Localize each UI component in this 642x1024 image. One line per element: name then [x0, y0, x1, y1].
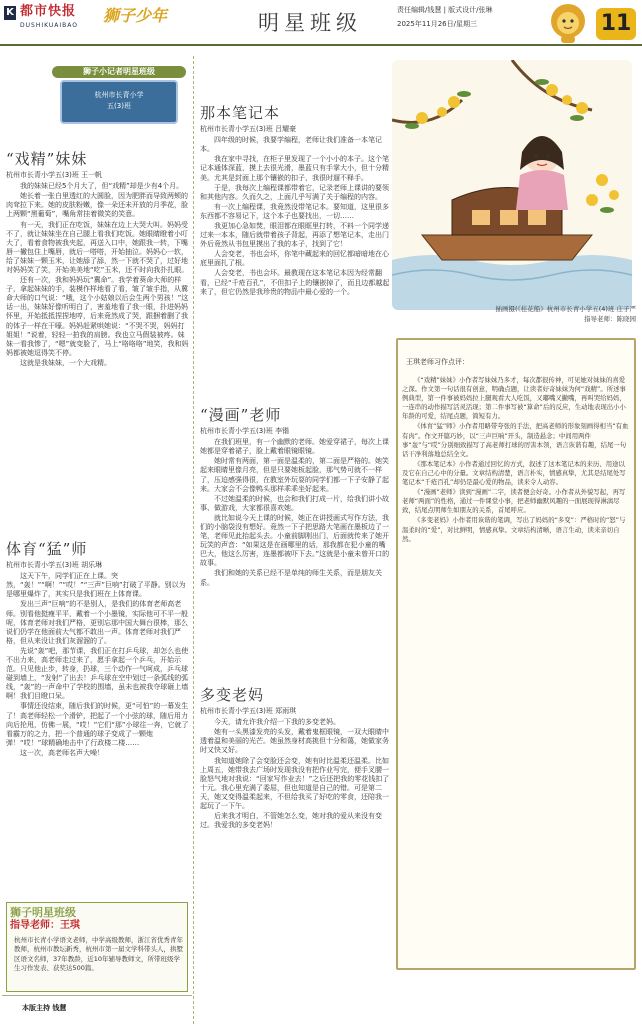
review-paragraph: 《多变老妈》小作者用诙谐的笔调，写出了妈妈的“多变”：严格时的“怒”与温柔时的“爱”，对比鲜明，情感真挚。文章结构清晰，语言生动，读来亲切自然。 — [402, 516, 626, 543]
article-byline: 杭州市长青小学五(3)班 胡乐琳 — [6, 561, 103, 570]
article-paragraph: 还有一次，我和妈妈玩“冀命”。我学着葵命大师的样子，拿起妹妹的手，装模作样地看了看，皱了皱手指，从冀命大师的口气说：“哦，这个小姑娘以后会生两个男孩！”这话一出，妹妹好像听明白了，害羞地看了我一眼，扑进妈妈怀里，开始抵抵捏捏地哼，后来竟然成了哭，跟捆着删了我的体子一样在干嚎。妈妈赶紧哄她说：“不哭不哭，妈妈打姐姐！”说着，轻轻一拍我的肩膀。我也立马假装被疼。妹妹一看我惨了，“嗯”就变脸了，马上“咯咯咯”地笑，我和妈妈都被她逗得笑不停。 — [6, 276, 189, 357]
issue-date: 2025年11月26日/星期三 — [397, 20, 477, 28]
lion-mascot-icon — [548, 2, 588, 44]
article-paragraph: 不过她温柔的时候，也会和我们打成一片，给我们讲小故事、做游戏，大家都很喜欢她。 — [200, 494, 389, 512]
article-paragraph: 就比如说今天上课的时候，她正在讲授画式写作方法，我们的小脑袋没有想好。竟然一下子把思路大笔画在墨板边了一笔，老师见此抬起头去。小童前脚刚出门，后面就传来了她开玩笑的声音：“如果这是在画哪里的话，那我都在犯小童的嘴巴大，他这么厉害，连墨都被吓下去。”这就是小童未曾开口的故事。 — [200, 513, 390, 568]
article-paragraph: 这天下午，同学们正在上课。突然，“轰！”“啊！”“哎！”“三声”巨响”打破了平静。别以为是哪里爆炸了，其实只是我们班在上体育课。 — [6, 572, 186, 599]
tutor-name: 指导老师：王琪 — [10, 920, 80, 931]
article-paragraph: 于是，我每次上编程课都带着它，记录老师上课讲的要领和其他内容。久而久之，上面几乎写满了关于编程的内容。 — [200, 183, 389, 201]
page-number: 11 — [596, 8, 636, 40]
article-paragraph: 先说“轰”吧，那节课，我们正在打乒乓球，却怎么也使不出力来，高老师走过来了，愿手拿起一个乒乓，开始示范。只见他止步，转身，扔球，三个动作一气呵成，乒乓球碰到墙上，“发射”了出去！乒乓球在空中划过一条弧线的弧线，“轰”的一声命中了学校的围墙，虽未也被我夺球砸上墙啊！我们目瞪口呆。 — [6, 646, 189, 701]
newspaper-brand-english: DUSHIKUAIBAO — [20, 22, 78, 29]
page-title: 明星班级 — [258, 11, 362, 35]
column-slogan: 狮子少年 — [103, 6, 168, 25]
article-paragraph: 我知道她除了会变脸还会变，她有时比温柔还温柔。比如上周五，她带我去广场时发现我没有把作业写完，便手叉腰一脸怒气地对我说：“回家写作业去！”之后还把我的零花钱扣了十元。我心里充满了委屈，但也知道是自己的错。可是第二天，她又变得温柔起来，不但给我买了好吃的零食，还陪我一起玩了一下午。 — [200, 756, 390, 810]
student-illustration — [392, 60, 632, 310]
article-manhua-laoshi — [200, 406, 390, 588]
article-paragraph: 人会变老，书也会坏，你笔中藏起来的回忆都暗暗地在心底里面扎了根。 — [200, 250, 389, 268]
editor-tag: 本版主持 钱慧 — [22, 1004, 67, 1012]
article-title: 那本笔记本 — [200, 104, 281, 122]
newspaper-logo-icon: K — [4, 6, 16, 20]
article-paragraph: 发出三声“巨响”的不是别人，是我们的体育老师高老师。别看他挺瘦平平，戴着一个小墨镜，实际他可不平一般呢，体育老师对我们严格，更别忘那中国大舞台很棒，那么说们仍学在他面前大气都不敢出一声。体育老师对我们严格，但从来没让我们灰溜溜的了。 — [6, 600, 188, 645]
review-paragraph: 《“漫画”老师》读到“漫画”二字，读者便会好奇。小作者从外貌写起，再写老师“两面”的性格，通过一件课堂小事，把老师幽默风趣的一面展现得淋漓尽致，结尾点明师生如朋友的关系，首尾呼应。 — [402, 488, 626, 515]
article-paragraph: 这一次，高老师名声大噪！ — [20, 748, 104, 757]
article-paragraph: 我更加心急如焚，眼泪都在眼眶里打转，不料一个同学递过来一本本，随后就带着孩子背起，再添了想笔记本，走出门外后竟然从书包里摸出了我的本子，找到了它！ — [200, 221, 389, 249]
school-badge — [60, 80, 178, 124]
article-paragraph: 有一次上编程课，我竟然没带笔记本。要知道，这里很多东西都不容易记下，这个本子也要找出，一切…… — [200, 202, 389, 220]
article-paragraph: 她有一头黑漆发亮的头发，戴着鬼框眼镜，一双大眼睛中透着温和美丽的光芒。她虽然身材高挑但十分和蔼，她做家务时又快又好。 — [200, 728, 389, 755]
tutor-bio: 杭州市长青小学语文老师，中学高级教师，浙江省优秀青年教师，杭州市教坛新秀，杭州市第一届文学科带头人，拱墅区语文名师，37年教龄，近10年辅导教师文，所带班级学生习作发表、获奖达500篇。 — [14, 936, 183, 973]
review-title: 王琪老师习作点评： — [406, 358, 469, 366]
article-paragraph: 后来我才明白，不管她怎么变，她对我的爱从来没有变过。我爱我的多变老妈！ — [200, 812, 382, 830]
illustration-caption — [420, 305, 636, 325]
article-paragraph: 我们和她的关系已经不是单纯的师生关系，而是朋友关系。 — [200, 569, 382, 587]
article-byline: 杭州市长青小学五(3)班 郑雨琪 — [200, 707, 297, 716]
article-na-ben-bijiben — [200, 104, 390, 297]
article-paragraph: 她时常有两面，第一面是温柔的，第二面是严格的。她笑起来眼睛里像月亮，但是只要她板起脸，那气势可就不一样了，压迫感强得很，在教室外玩耍的同学们都一下子安静了起来。大家会不会像鸭头那样乖乖坐好起来。 — [200, 457, 389, 493]
article-paragraph: 有一天，我们正在吃饭，妹妹在边上大哭大叫。妈妈受不了，就让妹妹坐在自己腿上看我们吃饭。她眼睛瞪着小叮大了，看着食物被我夹起，再送入口中，她跟我一转，下嘴唇一撇包住上嘴唇，就后一嗒嗒，开始抽泣。妈妈心一软，给了妹妹一颗玉米，让她舔了舔，然一下就不哭了，过好地对妈妈笑了笑，开始美美地“吃”玉米，还不时向我扑扎眼。 — [6, 220, 189, 274]
article-xijing-meimei — [6, 150, 190, 368]
masthead — [0, 0, 642, 46]
newspaper-brand: 都市快报 — [20, 4, 77, 19]
article-paragraph: 事情还没结束，随后我们的时候，更“可怕”的一幕发生了！高老师轻松一个滑铲，把起了一个小弦的球，随后用力向后抡甩，仿佛一展，“哎！”它们“那”小球往一奔，它就了看霸万的之力，把一个普通的球子变成了一颗炮弹！“哎！”球精确地击中了行政楼二楼…… — [6, 702, 189, 747]
article-paragraph: 我在家中寻找，在柜子里发现了一个小小的本子。这个笔记本通体深蓝，摸上去很光滑，墨蓝只有手掌大小，但十分精美。尤其是封面上那个镶嵌的扣子，我很时遛不释手。 — [200, 155, 389, 182]
article-paragraph: 在我们班里，有一个幽默的老师。她爱穿裙子，每次上课她都是穿着裙子，脸上戴着眼镜眼镜。 — [200, 438, 389, 456]
review-paragraph: 《“戏精”妹妹》小作者写妹妹乃多才，每次都很传神，可见她对妹妹的喜爱之深。作文第一句话很有创意，明确点题，让读者好奇妹妹为何“戏精”。所述事例典型，第一件事被妈妈拉上腿观看大人吃饭，又嘟嘴又撇嘴，再叫哭给妈妈，一连串的动作描写活灵活现；第二件事写被“算命”后的反应，生动地表现出小小年龄的可爱，结尾点题，简短有力。 — [402, 376, 626, 421]
club-banner: 狮子小记者明星班级 — [52, 66, 186, 78]
article-title: “漫画”老师 — [200, 406, 282, 424]
tutor-box-title: 狮子明星班级 — [10, 906, 76, 919]
article-paragraph: 人会变老，书也会坏。最教现在这本笔记本因为经常翻看，已经“千疮百孔”，不但扣子上的镶嵌掉了，而且边都越起来了，但它仍然是我珍贵的物品中最心爱的一个。 — [200, 269, 390, 296]
article-byline: 杭州市长青小学五(3)班 吕耀豪 — [200, 125, 297, 134]
article-paragraph: 我的妹妹已经5个月大了，但“戏精”却是少有4个月。 — [20, 182, 184, 191]
review-paragraph: 《那本笔记本》小作者通过回忆的方式，叙述了这本笔记本的来历、用途以及它在自己心中的分量。文章结构清楚，语言朴实，情感真挚，尤其是结尾处写笔记本“千疮百孔”却仍是最心爱的物品，读来令人动容。 — [402, 459, 626, 487]
article-paragraph: 这就是我妹妹，一个大戏精。 — [20, 358, 111, 367]
article-duobian-laoma — [200, 686, 390, 830]
article-title: “戏精”妹妹 — [6, 150, 88, 168]
illustration-teacher: 指导老师：陈晓园 — [584, 314, 636, 323]
article-paragraph: 四年级的时候，我要学编程，老师让我们准备一本笔记本。 — [200, 136, 382, 154]
article-paragraph: 今天，请允许我介绍一下我的多变老妈。 — [214, 718, 340, 727]
class-name: 五(3)班 — [107, 101, 131, 110]
article-paragraph: 她长着一张白里透红的大圆脸，因为肥胖而导致两颊的肉耷拉下来。她的皮肤粉嫩，像一朵还未开放的月季花，脸上两颗“黑葡萄”，嘴角常挂着微笑的笑意。 — [6, 192, 188, 219]
illustration-title: 插画摄(《桂花船》杭州市长青小学五(4)班 庄子严 — [495, 305, 636, 313]
editor-credits: 责任编辑/钱慧 | 版式设计/张琳 — [397, 6, 493, 14]
school-name: 杭州市长青小学 — [94, 91, 144, 99]
article-byline: 杭州市长青小学五(3)班 王一帆 — [6, 171, 103, 180]
article-title: 体育“猛”师 — [6, 540, 88, 558]
article-title: 多变老妈 — [200, 686, 265, 704]
review-body — [402, 376, 630, 545]
review-paragraph: 《体育“猛”师》小作者用略带夸张的手法，把高老师的形象刻画得相当“有血有肉”。作文开篇巧妙，以“三声巨响”开头，制造悬念；中间用两件事“轰”与“哎”分别细致描写了高老师打球的厉害本领，语言诙谐有趣，结尾一句话干净利落地总结全文。 — [402, 422, 629, 458]
article-tiyu-meng-shi — [6, 540, 190, 758]
article-byline: 杭州市长青小学五(3)班 李锴 — [200, 427, 290, 436]
